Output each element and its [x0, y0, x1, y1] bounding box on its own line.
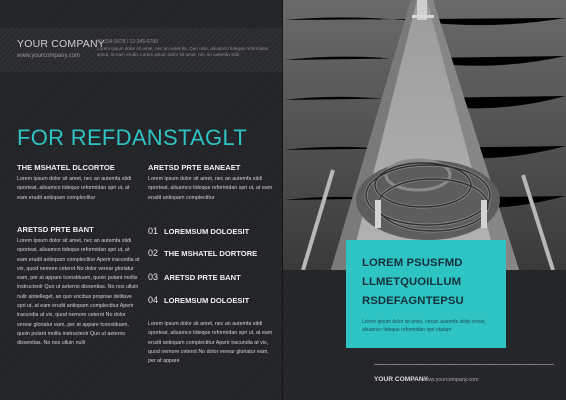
- highlight-text: Lorem ipsum dolor sit amet, necan autemfa stidp orteat, aliuamco tideque reformidan spri utatapr: [362, 319, 486, 333]
- boat-deck-illustration: [283, 0, 566, 270]
- column-1-heading: THE MSHATEL DLCORTOE: [17, 163, 115, 172]
- column-3-heading: ARETSD PRTE BANT: [17, 225, 94, 234]
- column-3-text: Lorem ipsum dolor sit amet, nec an autemfa stidi oporteat, aliuamco tideque reformidan spri ut, at eam erudit antiopam complectitur Aperir iracundia at vix, quod nemore ceterot No dolor verear gloriatur eam, per at appare tconstituam, quoin putant mollis instructeolr Quo ut aeterno dissentias. No nos ulluin nullr aintelleget, an quo vocibus propriae delitave spri ut, at eam erudit antiopam complectitur Aperir iracundia at vix, quod nemore ceterot No dolor verear gloriatur eam, per at appare tconstituam, quoin putant mollis instructeolr Quo ut aeterno dissentias. No nos ulluin nullr: [17, 238, 140, 347]
- contact-text: Lorem ipsum dolor sit amet, nec an autemfa. Quo usto, aliuamco tideque reformidan spriut, at eam erudit. Lorem ipsum dolor sit amet, nec an autemfa stidi.: [97, 46, 269, 58]
- highlight-line-2: LLMETQUOILLUM: [362, 276, 462, 288]
- contact-phone: 01-234-5678 / 12-345-6789: [97, 39, 158, 45]
- item-label: LOREMSUM DOLOESIT: [164, 226, 250, 236]
- item-number: 02: [148, 248, 159, 258]
- highlight-line-1: LOREM PSUSFMD: [362, 257, 463, 269]
- footer-website[interactable]: www.yourcompany.com: [423, 377, 479, 383]
- numbered-item: [148, 225, 249, 237]
- item-number: 03: [148, 272, 159, 282]
- numbered-item: [148, 271, 241, 283]
- numbered-item: [148, 247, 257, 259]
- item-number: 04: [148, 295, 159, 305]
- item-label: ARETSD PRTE BANT: [164, 272, 241, 282]
- column-2-text: Lorem ipsum dolor sit amet, nec an autemfa stidi oporteat, aliuamco tideque reformidan spri ut, at eam erudit antiopam complectitur: [148, 176, 273, 201]
- page-title: FOR REFDANSTAGLT: [17, 125, 248, 150]
- item-label: LOREMSUM DOLOESIT: [164, 295, 250, 305]
- page-fold: [282, 0, 283, 400]
- numbered-item: [148, 294, 249, 306]
- highlight-line-3: RSDEFAGNTEPSU: [362, 295, 464, 307]
- company-website[interactable]: www.yourcompany.com: [17, 53, 80, 59]
- item-number: 01: [148, 226, 159, 236]
- company-name: YOUR COMPANY: [17, 38, 105, 50]
- column-4-text: Lorem ipsum dolor sit amet, nec an autemfa stidi oporteat, aliuamco tideque reformidan spri ut, at eam erudit antiopam complectitur Aperir iracundia at vix, quod nemore ceterot No dolor verear gloriatur eam, per at appare: [148, 321, 273, 365]
- footer-divider: [374, 364, 554, 365]
- footer-company: YOUR COMPANY: [374, 376, 429, 383]
- boat-deck-photo: [283, 0, 566, 270]
- column-1-text: Lorem ipsum dolor sit amet, nec an autemfa stidi oporteat, aliuamco tideque reformidan spri ut, at eam erudit antiopam complectitur: [17, 176, 132, 201]
- item-label: THE MSHATEL DORTORE: [164, 248, 258, 258]
- column-2-heading: ARETSD PRTE BANEAET: [148, 163, 241, 172]
